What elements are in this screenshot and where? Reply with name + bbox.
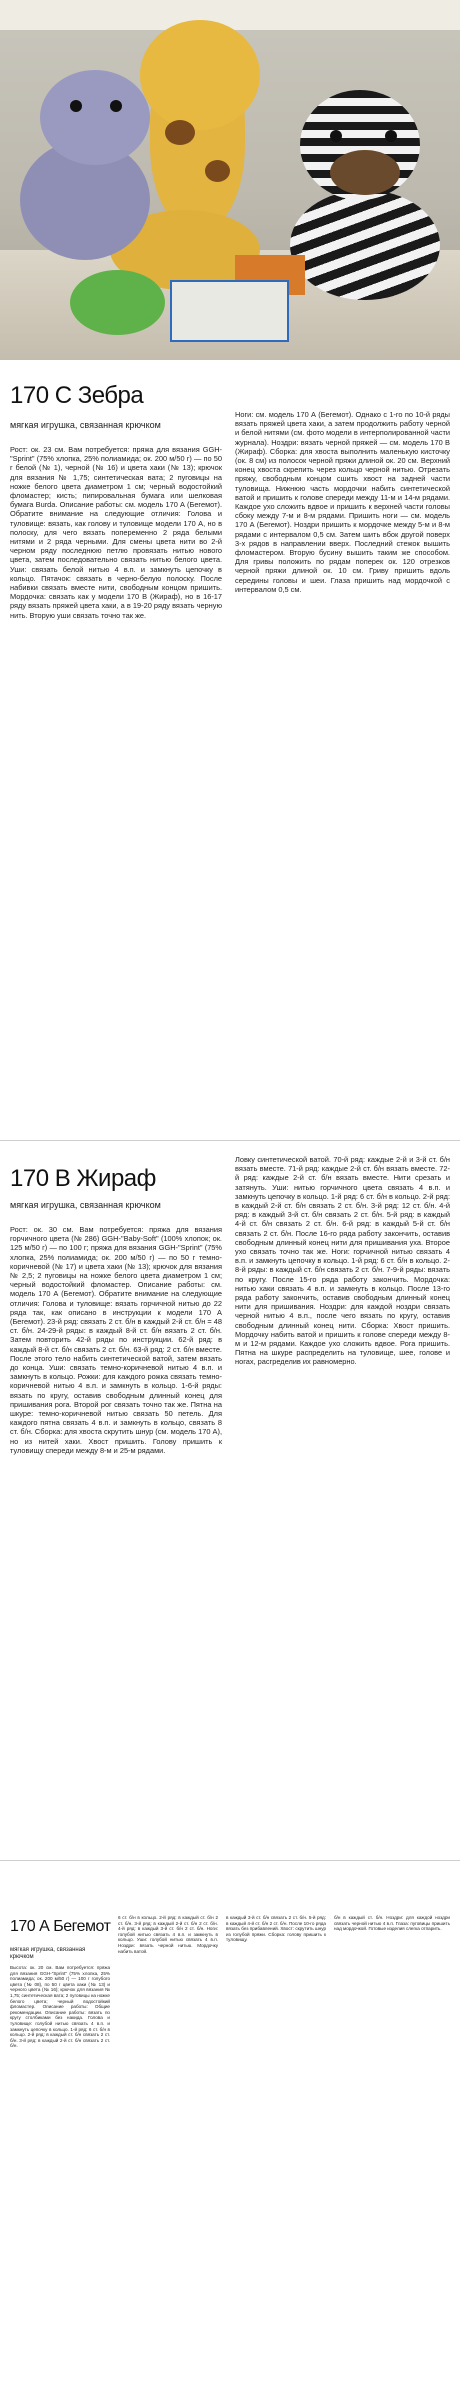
hippo-subtitle: мягкая игрушка, связанная крючком bbox=[10, 1947, 86, 1960]
giraffe-spot bbox=[205, 160, 230, 182]
hippo-instructions-col1: Высота: ок. 20 см. Вам потребуется: пряжа для вязания GGH-"Sprint" (75% хлопка, 25% полиамида; ок. 200 м/50 г) — 100 г голубого цвета (№ 08), по 50 г цвета хаки (№ 13) и черного цвета (№ 16); крючок для вязания № 1,75; синтетическая вата; 2 пуговицы на ножке белого цвета; черный водостойкий фломастер. Описание работы: Общие рекомендации. Описание работы: вязать по кругу столбиками без накида. Голова и туловище: голубой нитью связать 4 в.п. и замкнуть цепочку в кольцо. 1-й ряд: 6 ст. б/н в кольцо. 2-й ряд: в каждый ст. б/н связать 2 ст. б/н. 3-й ряд: в каждый 2-й ст. б/н связать 2 ст. б/н. bbox=[10, 1965, 110, 2049]
section-divider bbox=[0, 1860, 460, 1861]
giraffe-spot bbox=[165, 120, 195, 145]
shelf bbox=[0, 0, 460, 30]
zebra-toy-body bbox=[290, 190, 440, 300]
giraffe-instructions-col2: Ловку синтетической ватой. 70-й ряд: каждые 2-й и 3-й ст. б/н вязать вместе. 71-й ряд: каждые 2-й ст. б/н вязать вместе. 72-й ряд: каждые 2-й ст. б/н вязать вместе. Нити срезать и затянуть. Уши: нитью горчичного цвета связать 4 в.п. и замкнуть цепочку в кольцо. 1-й ряд: 6 ст. б/н в кольцо. 2-й ряд: в каждый 2-й ст. б/н связать 2 ст. б/н. 3-й ряд: 12 ст. б/н. 4-й ряд: в каждый 3-й ст. б/н связать 2 ст. б/н. 5-й ряд: в каждый 4-й ст. б/н связать 2 ст. б/н. 6-й ряд: в каждый 5-й ст. б/н связать 2 ст. б/н. После 16-го ряда работу закончить, оставив свободным длинный конец нити для пришивания уха. Второе ухо связать точно так же. Ноги: горчичной нитью связать 4 в.п. и замкнуть цепочку в кольцо. 1-й ряд: 6 ст. б/н в кольцо. 2-8-й ряды: в каждый ст. б/н связать 2 ст. б/н. 7-9-й ряды: вязать по кругу. После 15-го ряда работу закончить. Мордочка: нитью хаки связать 4 в.п. и замкнуть в кольцо. После 13-го ряда работу закончить, оставив свободным длинный конец нити для пришивания. Ноздри: для каждой ноздри связать черной нитью 4 в.п., после чего вязать по кругу, оставив свободным длинный конец нити. Сборка: Хвост пришить. Мордочку набить ватой и пришить к голове спереди между 8-м и 12-м рядами. Каждое ухо сложить вдвое. Рога пришить. Пятна на шкуре распределить на туловище, шее, голове и ногах, расгределив их равномерно. bbox=[235, 1155, 450, 1367]
hippo-title: 170 А Бегемот bbox=[10, 1918, 111, 1935]
hippo-eye bbox=[110, 100, 122, 112]
hippo-instructions-col3: в каждый 3-й ст. б/н связать 2 ст. б/н. 5-й ряд: в каждый 4-й ст. б/н 2 ст. б/н. После 10-го ряда вязать без прибавлений. Хвост: скрутить шнур из голубой пряжи. Сборка: голову пришить к туловищу. bbox=[226, 1915, 326, 1943]
zebra-instructions-col1: Рост: ок. 23 см. Вам потребуется: пряжа для вязания GGH-"Sprint" (75% хлопка, 25% полиамида; ок. 200 м/50 г) — по 50 г белой (№ 1), черной (№ 16) и цвета хаки (№ 13); крючок для вязания № 1,75; синтетическая вата; 2 пуговицы на ножке белого цвета диаметром 1 см; черный водостойкий фломастер; кисть; пипировальная бумага или шелковая бумага Burda. Описание работы: см. модель 170 А (Бегемот). Обратите внимание на следующие отличия: Голова и туловище: вязать, как голову и туловище модели 170 А, но в полоску, для чего вязать попеременно 2 ряда белыми нитями и 2 ряда черными. Для смены цвета нити во 2-й черном ряду последнюю петлю провязать нитью нового цвета, затем последовательно связать нитью белого цвета. Уши: связать белой нитью 4 в.п. и замкнуть цепочку в кольцо. Пятачок: связать в черно-белую полоску. После набивки связать вместе нити, свободным концом пришить. Мордочка: связать как у модели 170 В (Жираф), но в 16-17 ряду вязать пряжей цвета хаки, а в 19-20 ряду вязать черную нить. Вторую уши связать точно так же. bbox=[10, 445, 222, 620]
zebra-toy-muzzle bbox=[330, 150, 400, 195]
giraffe-subtitle: мягкая игрушка, связанная крючком bbox=[10, 1200, 161, 1210]
frog-toy bbox=[70, 270, 165, 335]
hippo-instructions-col4: б/н в каждый ст. б/н. Ноздри: для каждой ноздри связать черной нитью 4 в.п. Глаза: пуговицы пришить над мордочкой. Готовые изделия слегка отпарить. bbox=[334, 1915, 450, 1932]
zebra-eye bbox=[330, 130, 342, 142]
toys-photo bbox=[0, 0, 460, 360]
hippo-instructions-col2: 6 ст. б/н в кольцо. 2-й ряд: в каждый ст. б/н 2 ст. б/н. 3-й ряд: в каждый 2-й ст. б/н 2 ст. б/н. 4-й ряд: в каждый 3-й ст. б/н 2 ст. б/н. Ноги: голубой нитью связать 4 в.п. и замкнуть в кольцо. Уши: голубой нитью связать 4 в.п. Ноздри: вязать черной нитью. Мордочку набить ватой. bbox=[118, 1915, 218, 1954]
giraffe-toy-head bbox=[140, 20, 260, 130]
giraffe-title: 170 В Жираф bbox=[10, 1165, 156, 1192]
section-divider bbox=[0, 1140, 460, 1141]
giraffe-instructions-col1: Рост: ок. 30 см. Вам потребуется: пряжа для вязания горчичного цвета (№ 286) GGH-"Baby-Soft" (100% хлопок; ок. 125 м/50 г) — по 100 г; пряжа для вязания GGH-"Sprint" (75% хлопка, 25% полиамида; ок. 200 м/50 г) — по 50 г темно-коричневой (№ 17) и цвета хаки (№ 13); крючок для вязания № 2,5; 2 пуговицы на ножке белого цвета диаметром 1 см; черный водостойкий фломастер. Описание работы: см. модель 170 А (Бегемот). Обратите внимание на следующие отличия: Голова и туловище: вязать горчичной нитью до 22 ряда так, как описано в инструкции к модели 170 А (Бегемот). 23-й ряд: связать 2 ст. б/н в каждый 2-й ст. б/н = 48 ст. б/н. 24-29-й ряды: в каждый 8-й ст. б/н вязать 2 ст. б/н. Затем повторить 42-й ряды по инструкции. 62-й ряд: в каждый 8-й ст. б/н связать 2 ст. б/н. 63-й ряд: 2 ст. б/н вместе. После этого тело набить синтетической ватой, затем вязать до конца. Уши: связать темно-коричневой нитью 4 в.п. и замкнуть в кольцо. Рожки: для каждого рожка связать темно-коричневой нитью 4 в.п. и замкнуть в кольцо. 1-6-й ряды: вязать по кругу, оставив свободным длинный конец для пришивания рога. Второй рог связать точно так же. Пятна на шкуре: темно-коричневой нитью связать 50 петель. Для каждого пятна связать 4 в.п. и замкнуть в кольцо, связать 8 ст. б/н. Сборка: для хвоста скрутить шнур (см. модель 170 А), но из нитей хаки. Хвост пришить. Голову пришить к туловищу спереди между 8-м и 25-м рядами. bbox=[10, 1225, 222, 1455]
white-box bbox=[170, 280, 289, 342]
zebra-eye bbox=[385, 130, 397, 142]
hippo-eye bbox=[70, 100, 82, 112]
hippo-toy-head bbox=[40, 70, 150, 165]
zebra-title: 170 С Зебра bbox=[10, 382, 144, 409]
zebra-subtitle: мягкая игрушка, связанная крючком bbox=[10, 420, 161, 430]
zebra-instructions-col2: Ноги: см. модель 170 А (Бегемот). Однако с 1-го по 10-й ряды вязать пряжей цвета хаки, а затем продолжить работу черной и белой нитями (см. фото модели в интерполированной части журнала). Ноздри: вязать черной пряжей — см. модель 170 В (Жираф). Сборка: для хвоста выполнить маленькую кисточку (ок. 8 см) из полосок черной пряжи длиной ок. 20 см. Верхний конец хвоста скрепить через кольцо черной нитью. Отрезать пряжу, свободным концом сшить хвост на задней части туловища. Нижнюю часть мордочки набить синтетической ватой и пришить к голове спереди между 11-м и 14-м рядами. Каждое ухо сложить вдвое и пришить к верхней части головы сбоку между 7-м и 8-м рядами. Пришить ноги — см. модель 170 А (Бегемот). Ноздри пришить к мордочке между 5-м и 8-м рядами с интервалом 0,5 см. Затем шить вбок другой поверх 3-х рядов в направлении вверх. Последний стежок вышить фломастером. Вторую бусину вышить таким же способом. Для гривы положить по рядам поперек ок. 120 отрезков черной пряжи длиной ок. 10 см. Гриву пришить вдоль середины головы и шеи. Глаза пришить над мордочкой с интервалом 0,5 см. bbox=[235, 410, 450, 594]
